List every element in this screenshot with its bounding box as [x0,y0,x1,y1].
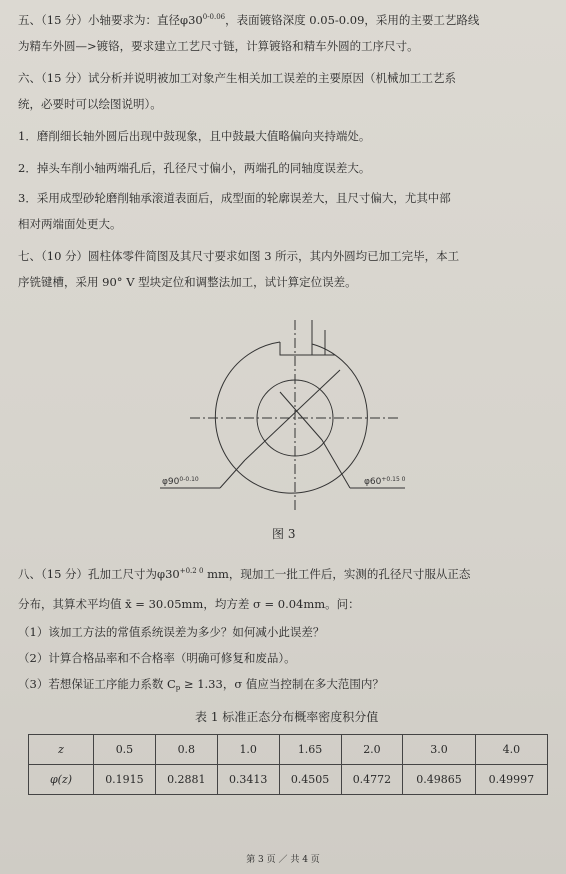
q5-line1: 五、（15 分）小轴要求为：直径$\varphi 30^{0-0.06}$，表面镀铬深度 0.05-0.09，采用的主要工艺路线 [18,13,480,27]
table-header-z: z [29,735,94,765]
inner-diameter-label: $\varphi 60^{+0.15 0}$ [364,476,406,487]
table-cell: 0.49997 [475,765,547,795]
q8-sub2: （2）计算合格品率和不合格率（明确可修复和废品）。 [18,651,296,665]
table-cell: 0.1915 [94,765,156,795]
outer-circle [215,342,367,493]
table-cell: 0.3413 [217,765,279,795]
table-cell: 1.0 [217,735,279,765]
inner-diameter-dim-line [280,392,322,440]
table-cell: 0.49865 [403,765,475,795]
q7-line1: 七、（10 分）圆柱体零件简图及其尺寸要求如图 3 所示，其内外圆均已加工完毕，本工 [18,249,460,263]
table-title: 表 1 标准正态分布概率密度积分值 [195,710,379,724]
q6-item1: 1．磨削细长轴外圆后出现中鼓现象，且中鼓最大值略偏向夹持端处。 [18,129,371,143]
q6-item2: 2．掉头车削小轴两端孔后，孔径尺寸偏小，两端孔的同轴度误差大。 [18,161,371,175]
table-cell: 4.0 [475,735,547,765]
figure-3-drawing [150,300,420,520]
q6-item3-line2: 相对两端面处更大。 [18,217,122,231]
q6-item3-line1: 3．采用成型砂轮磨削轴承滚道表面后，成型面的轮廓误差大，且尺寸偏大，尤其中部 [18,191,451,205]
table-header-phi: φ(z) [29,765,94,795]
q6-line2: 统，必要时可以绘图说明）。 [18,97,162,111]
table-cell: 0.4772 [341,765,403,795]
q8-line1: 八、（15 分）孔加工尺寸为$\varphi 30^{+0.2 0}$ mm，现加工一批工件后，实测的孔径尺寸服从正态 [18,567,471,581]
q8-line2: 分布，其算术平均值 x̄ = 30.05mm，均方差 σ = 0.04mm。问： [18,597,360,611]
normal-distribution-table [28,734,548,795]
keyway [280,342,312,355]
q6-line1: 六、（15 分）试分析并说明被加工对象产生相关加工误差的主要原因（机械加工工艺系 [18,71,457,85]
page-footer: 第 3 页 ／ 共 4 页 [246,855,320,865]
table-cell: 3.0 [403,735,475,765]
table-row-phi [29,765,548,795]
figure-caption: 图 3 [272,527,296,541]
table-cell: 2.0 [341,735,403,765]
inner-diameter-leader [322,440,350,488]
q5-line2: 为精车外圆—>镀铬，要求建立工艺尺寸链，计算镀铬和精车外圆的工序尺寸。 [18,39,419,53]
q8-sub1: （1）该加工方法的常值系统误差为多少？如何减小此误差？ [18,625,325,639]
outer-diameter-label: $\varphi 90^{0-0.10}$ [162,476,199,487]
q7-line2: 序铣键槽，采用 90° V 型块定位和调整法加工，试计算定位误差。 [18,275,357,289]
table-cell: 0.4505 [279,765,341,795]
table-cell: 1.65 [279,735,341,765]
table-row-z [29,735,548,765]
table-cell: 0.8 [155,735,217,765]
q8-sub3: （3）若想保证工序能力系数 Cp ≥ 1.33，σ 值应当控制在多大范围内？ [18,677,384,692]
table-cell: 0.5 [94,735,156,765]
table-cell: 0.2881 [155,765,217,795]
